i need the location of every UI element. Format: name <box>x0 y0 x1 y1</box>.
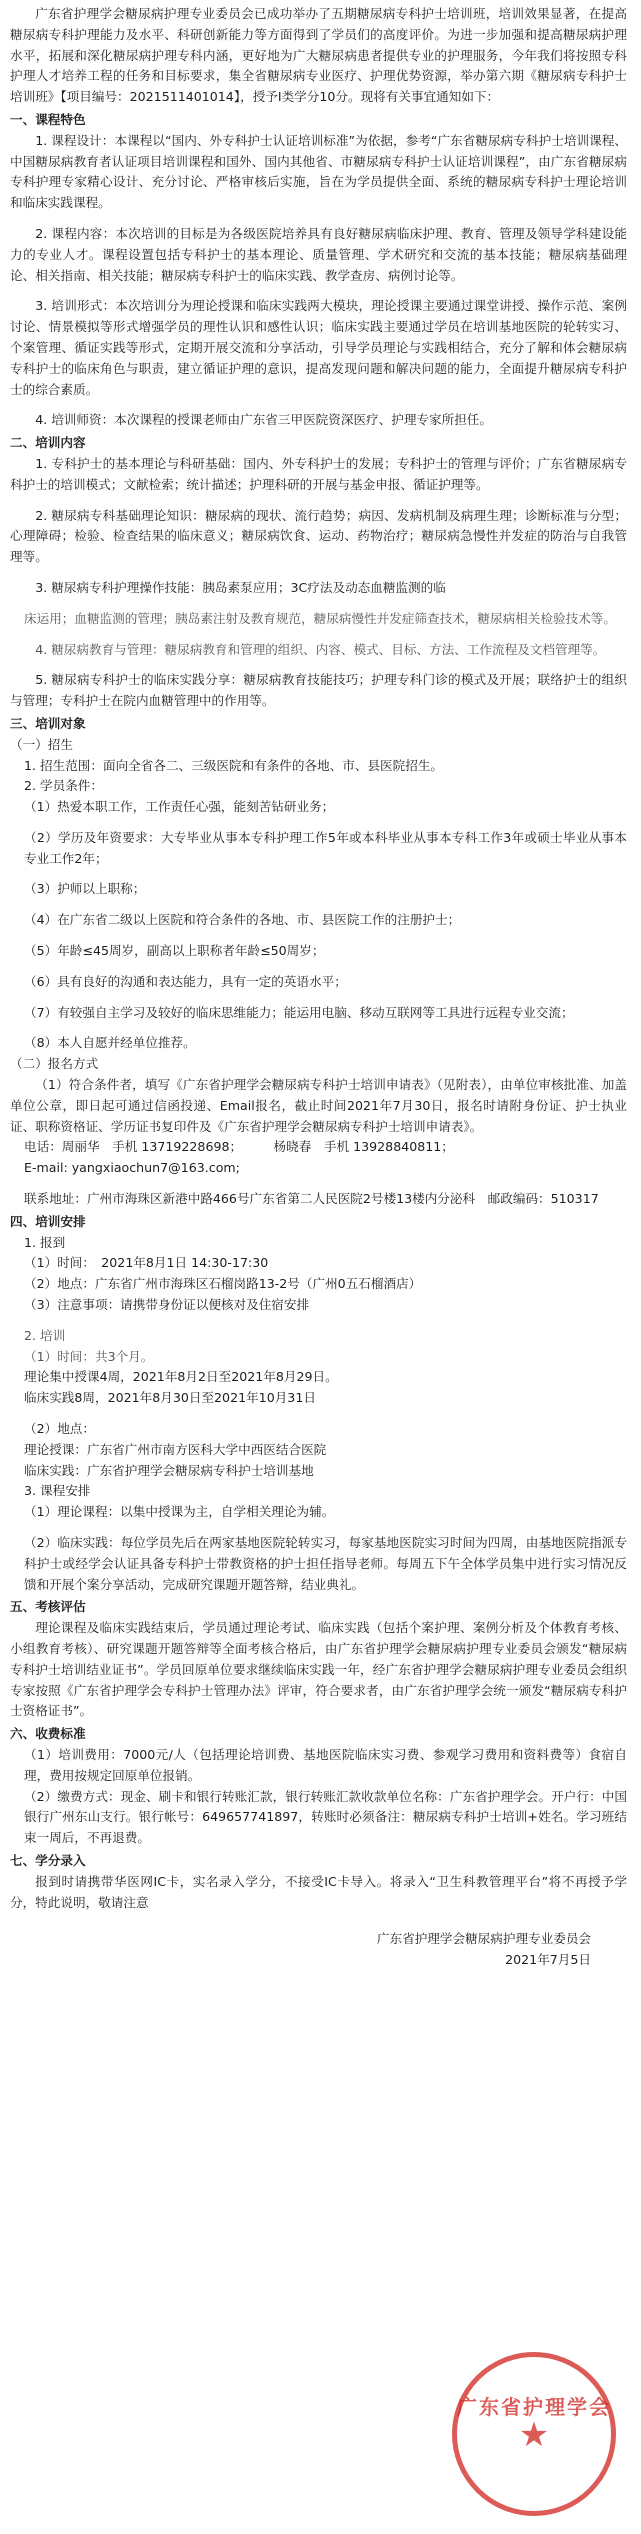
signature-date: 2021年7月5日 <box>505 1952 591 1968</box>
s3-condition-3: （3）护师以上职称； <box>24 881 146 897</box>
s1-paragraph-1: 1. 课程设计：本课程以“国内、外专科护士认证培训标准”为依据，参考“广东省糖尿病专科护士培训课程、中国糖尿病教育者认证项目培训课程和国外、国内其他省、市糖尿病专科护士认证培训课程”，由广东省糖尿病专科护理专家精心设计、充分讨论、严格审核后实施，旨在为学员提供全面、系统的糖尿病专科护士理论培训和临床实践课程。 <box>10 132 627 211</box>
s3-item-conditions: 2. 学员条件： <box>24 778 103 794</box>
s4-report-heading: 1. 报到 <box>24 1234 66 1250</box>
s4-training-time: （1）时间：共3个月。 <box>24 1348 154 1364</box>
s3-registration-text: （1）符合条件者，填写《广东省护理学会糖尿病专科护士培训申请表》（见附表），由单位审核批准、加盖单位公章，即日起可通过信函投递、Email报名，截止时间2021年7月30日，报名时请附身份证、护士执业证、职称资格证、学历证书复印件及《广东省护理学会糖尿病专科护士培训申请表》。 <box>10 1077 627 1134</box>
s3-condition-5: （5）年龄≤45周岁，副高以上职称者年龄≤50周岁； <box>24 943 325 959</box>
s3-condition-1: （1）热爱本职工作，工作责任心强，能刻苦钻研业务； <box>24 799 335 815</box>
s3-contact-address: 联系地址：广州市海珠区新港中路466号广东省第二人民医院2号楼13楼内分泌科 邮政编码：510317 <box>24 1191 599 1207</box>
s4-course-clinic: （2）临床实践：每位学员先后在两家基地医院轮转实习，每家基地医院实习时间为四周，由基地医院指派专科护士或经学会认证具备专科护士带教资格的护士担任指导老师。每周五下午全体学员集中进行实习情况反馈和开展个案分享活动，完成研究课题开题答辩，结业典礼。 <box>24 1535 627 1592</box>
s4-training-place-clinic: 临床实践：广东省护理学会糖尿病专科护士培训基地 <box>24 1462 314 1478</box>
s4-training-place: （2）地点： <box>24 1421 95 1437</box>
s1-paragraph-2: 2. 课程内容：本次培训的目标是为各级医院培养具有良好糖尿病临床护理、教育、管理及领导学科建设能力的专业人才。课程设置包括专科护士的基本理论、质量管理、学术研究和交流的基本技能；糖尿病基础理论、相关指南、相关技能；糖尿病专科护士的临床实践、教学查房、病例讨论等。 <box>10 225 627 283</box>
s4-report-note: （3）注意事项：请携带身份证以便核对及住宿安排 <box>24 1297 310 1313</box>
s4-training-theory: 理论集中授课4周，2021年8月2日至2021年8月29日。 <box>24 1369 338 1385</box>
s6-fee: （1）培训费用：7000元/人（包括理论培训费、基地医院临床实习费、参观学习费用和资料费等）食宿自理，费用按规定回原单位报销。 <box>24 1746 627 1783</box>
s6-payment: （2）缴费方式：现金、刷卡和银行转账汇款，银行转账汇款收款单位名称：广东省护理学会。开户行：中国银行广州东山支行。银行帐号：649657741897，转账时必须备注：糖尿病专科护士培训+姓名。学习班结束一周后，不再退费。 <box>24 1788 627 1846</box>
seal-text: 广东省护理学会 <box>457 2395 611 2419</box>
section-4-title: 四、培训安排 <box>10 1213 86 1229</box>
seal-star-icon: ★ <box>518 2415 550 2455</box>
s2-paragraph-4: 4. 糖尿病教育与管理：糖尿病教育和管理的组织、内容、模式、目标、方法、工作流程及文档管理等。 <box>35 641 606 657</box>
s7-paragraph: 报到时请携带华医网IC卡，实名录入学分，不接受IC卡导入。将录入“卫生科教管理平台”将不再授予学分，特此说明，敬请注意 <box>10 1873 627 1910</box>
s3-condition-7: （7）有较强自主学习及较好的临床思维能力；能运用电脑、移动互联网等工具进行远程专业交流； <box>24 1004 574 1020</box>
s4-training-heading: 2. 培训 <box>24 1327 66 1343</box>
section-6-title: 六、收费标准 <box>10 1726 86 1742</box>
s3-subheading-registration: （二）报名方式 <box>10 1056 99 1072</box>
section-2-title: 二、培训内容 <box>10 435 86 451</box>
s4-training-clinic: 临床实践8周，2021年8月30日至2021年10月31日 <box>24 1390 316 1406</box>
section-7-title: 七、学分录入 <box>10 1852 86 1868</box>
s2-paragraph-2: 2. 糖尿病专科基础理论知识：糖尿病的现状、流行趋势；病因、发病机制及病理生理；诊断标准与分型；心理障碍；检验、检查结果的临床意义；糖尿病饮食、运动、药物治疗；糖尿病急慢性并发症的防治与自我管理等。 <box>10 507 627 565</box>
s4-report-time: （1）时间： 2021年8月1日 14:30-17:30 <box>24 1255 269 1271</box>
s3-contact-email: E-mail: yangxiaochun7@163.com; <box>24 1160 240 1176</box>
s5-paragraph: 理论课程及临床实践结束后，学员通过理论考试、临床实践（包括个案护理、案例分析及个体教育考核、小组教育考核）、研究课题开题答辩等全面考核合格后，由广东省护理学会糖尿病护理专业委员会颁发“糖尿病专科护士培训结业证书”。学员回原单位要求继续临床实践一年，经广东省护理学会糖尿病护理专业委员会组织专家按照《广东省护理学会专科护士管理办法》评审，符合要求者，由广东省护理学会统一颁发“糖尿病专科护士资格证书”。 <box>10 1620 627 1719</box>
official-seal <box>452 2352 616 2516</box>
section-3-title: 三、培训对象 <box>10 715 86 731</box>
s1-paragraph-3: 3. 培训形式：本次培训分为理论授课和临床实践两大模块，理论授课主要通过课堂讲授、操作示范、案例讨论、情景模拟等形式增强学员的理性认识和感性认识；临床实践主要通过学员在培训基地医院的轮转实习、个案管理、循证实践等形式，定期开展交流和分享活动，引导学员理论与实践相结合，充分了解和体会糖尿病专科护士的临床角色与职责，建立循证护理的意识，提高发现问题和解决问题的能力，全面提升糖尿病专科护士的综合素质。 <box>10 298 627 397</box>
signature-organization: 广东省护理学会糖尿病护理专业委员会 <box>376 1931 591 1947</box>
s2-paragraph-3b: 床运用；血糖监测的管理；胰岛素注射及教育规范，糖尿病慢性并发症筛查技术，糖尿病相关检验技术等。 <box>24 610 616 626</box>
s3-contact-phones: 电话：周丽华 手机 13719228698； 杨晓春 手机 13928840811； <box>24 1139 454 1155</box>
s3-condition-2: （2）学历及年资要求：大专毕业从事本专科护理工作5年或本科毕业从事本专科工作3年或硕士毕业从事本专业工作2年； <box>24 829 627 866</box>
s4-report-place: （2）地点：广东省广州市海珠区石榴岗路13-2号（广州0五石榴酒店） <box>24 1276 422 1292</box>
s3-subheading-enrollment: （一）招生 <box>10 736 73 752</box>
s3-condition-6: （6）具有良好的沟通和表达能力，具有一定的英语水平； <box>24 973 347 989</box>
s2-paragraph-5: 5. 糖尿病专科护士的临床实践分享：糖尿病教育技能技巧；护理专科门诊的模式及开展；联络护士的组织与管理；专科护士在院内血糖管理中的作用等。 <box>10 672 627 709</box>
section-5-title: 五、考核评估 <box>10 1599 86 1615</box>
s3-condition-8: （8）本人自愿并经单位推荐。 <box>24 1035 196 1051</box>
s4-training-place-theory: 理论授课：广东省广州市南方医科大学中西医结合医院 <box>24 1441 327 1457</box>
s1-paragraph-4: 4. 培训师资：本次课程的授课老师由广东省三甲医院资深医疗、护理专家所担任。 <box>35 412 492 428</box>
s3-condition-4: （4）在广东省二级以上医院和符合条件的各地、市、县医院工作的注册护士； <box>24 912 461 928</box>
s4-course-theory: （1）理论课程：以集中授课为主，自学相关理论为辅。 <box>24 1504 335 1520</box>
s2-paragraph-1: 1. 专科护士的基本理论与科研基础：国内、外专科护士的发展；专科护士的管理与评价；广东省糖尿病专科护士的培训模式；文献检索；统计描述；护理科研的开展与基金申报、循证护理等。 <box>10 455 627 492</box>
s3-item-scope: 1. 招生范围：面向全省各二、三级医院和有条件的各地、市、县医院招生。 <box>24 757 444 773</box>
s4-course-heading: 3. 课程安排 <box>24 1483 91 1499</box>
intro-paragraph: 广东省护理学会糖尿病护理专业委员会已成功举办了五期糖尿病专科护士培训班，培训效果显著，在提高糖尿病专科护理能力及水平、科研创新能力等方面得到了学员们的高度评价。为进一步加强和提高糖尿病护理水平，拓展和深化糖尿病护理专科内涵，更好地为广大糖尿病患者提供专业的护理服务，今年我们将按照专科护理人才培养工程的任务和目标要求，集全省糖尿病专业医疗、护理优势资源，举办第六期《糖尿病专科护士培训班》【项目编号：2021511401014】，授予Ⅰ类学分10分。现将有关事宜通知如下： <box>10 6 627 105</box>
section-1-title: 一、课程特色 <box>10 111 86 127</box>
s2-paragraph-3a: 3. 糖尿病专科护理操作技能：胰岛素泵应用；3C疗法及动态血糖监测的临 <box>35 579 446 595</box>
